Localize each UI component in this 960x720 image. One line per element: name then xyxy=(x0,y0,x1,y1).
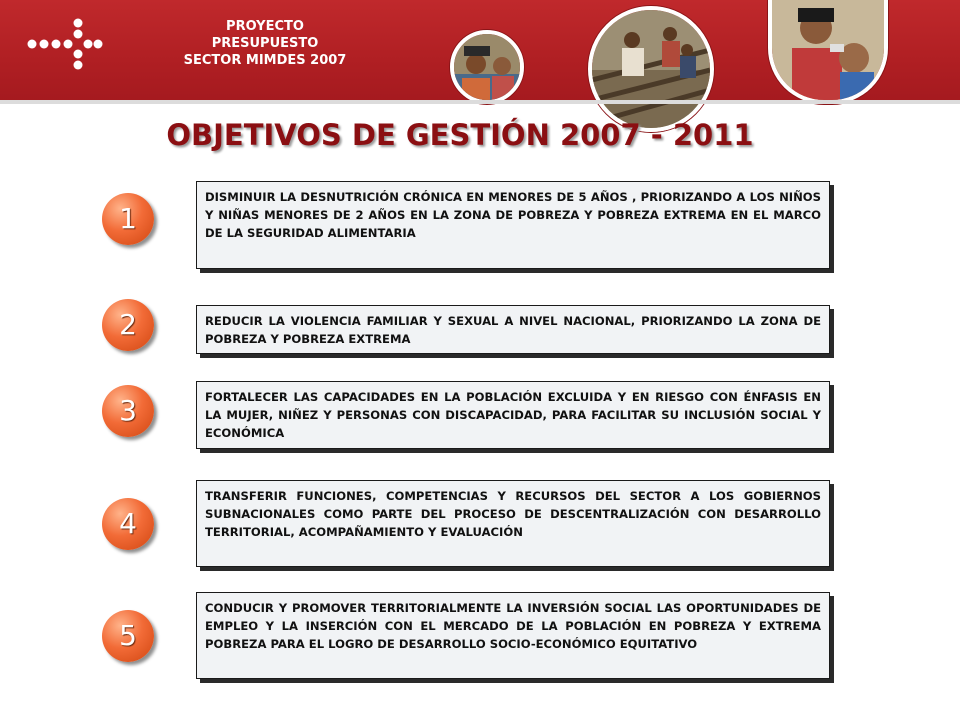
mother-child-photo-icon xyxy=(768,0,888,104)
objective-box: REDUCIR LA VIOLENCIA FAMILIAR Y SEXUAL A NIVEL NACIONAL, PRIORIZANDO LA ZONA DE POBREZA Y POBREZA EXTREMA xyxy=(196,305,830,354)
header-divider xyxy=(0,100,960,104)
objective-box: FORTALECER LAS CAPACIDADES EN LA POBLACIÓN EXCLUIDA Y EN RIESGO CON ÉNFASIS EN LA MUJER, NIÑEZ Y PERSONAS CON DISCAPACIDAD, PARA FACILITAR SU INCLUSIÓN SOCIAL Y ECONÓMICA xyxy=(196,381,830,449)
page-title: OBJETIVOS DE GESTIÓN 2007 - 2011 xyxy=(166,118,754,152)
objective-box: DISMINUIR LA DESNUTRICIÓN CRÓNICA EN MENORES DE 5 AÑOS , PRIORIZANDO A LOS NIÑOS Y NIÑAS MENORES DE 2 AÑOS EN LA ZONA DE POBREZA Y POBREZA EXTREMA EN EL MARCO DE LA SEGURIDAD ALIMENTARIA xyxy=(196,181,830,269)
project-line-1: PROYECTO xyxy=(226,19,304,34)
objective-number-badge: 2 xyxy=(102,299,154,351)
objective-box: TRANSFERIR FUNCIONES, COMPETENCIAS Y RECURSOS DEL SECTOR A LOS GOBIERNOS SUBNACIONALES COMO PARTE DEL PROCESO DE DESCENTRALIZACIÓN CON DESARROLLO TERRITORIAL, ACOMPAÑAMIENTO Y EVALUACIÓN xyxy=(196,480,830,567)
workers-photo-icon xyxy=(588,6,714,132)
objective-box: CONDUCIR Y PROMOVER TERRITORIALMENTE LA INVERSIÓN SOCIAL LAS OPORTUNIDADES DE EMPLEO Y LA INSERCIÓN CON EL MERCADO DE LA POBLACIÓN EN POBREZA Y EXTREMA POBREZA PARA EL LOGRO DE DESARROLLO SOCIO-ECONÓMICO EQUITATIVO xyxy=(196,592,830,679)
objective-number-badge: 4 xyxy=(102,498,154,550)
project-line-3: SECTOR MIMDES 2007 xyxy=(183,53,347,68)
objective-number-badge: 3 xyxy=(102,385,154,437)
project-line-2: PRESUPUESTO xyxy=(211,36,319,51)
women-photo-icon xyxy=(450,30,524,104)
objective-number-badge: 5 xyxy=(102,610,154,662)
objective-number-badge: 1 xyxy=(102,193,154,245)
header-banner xyxy=(0,0,960,100)
dots-logo-icon xyxy=(26,18,106,70)
project-label xyxy=(160,18,370,69)
